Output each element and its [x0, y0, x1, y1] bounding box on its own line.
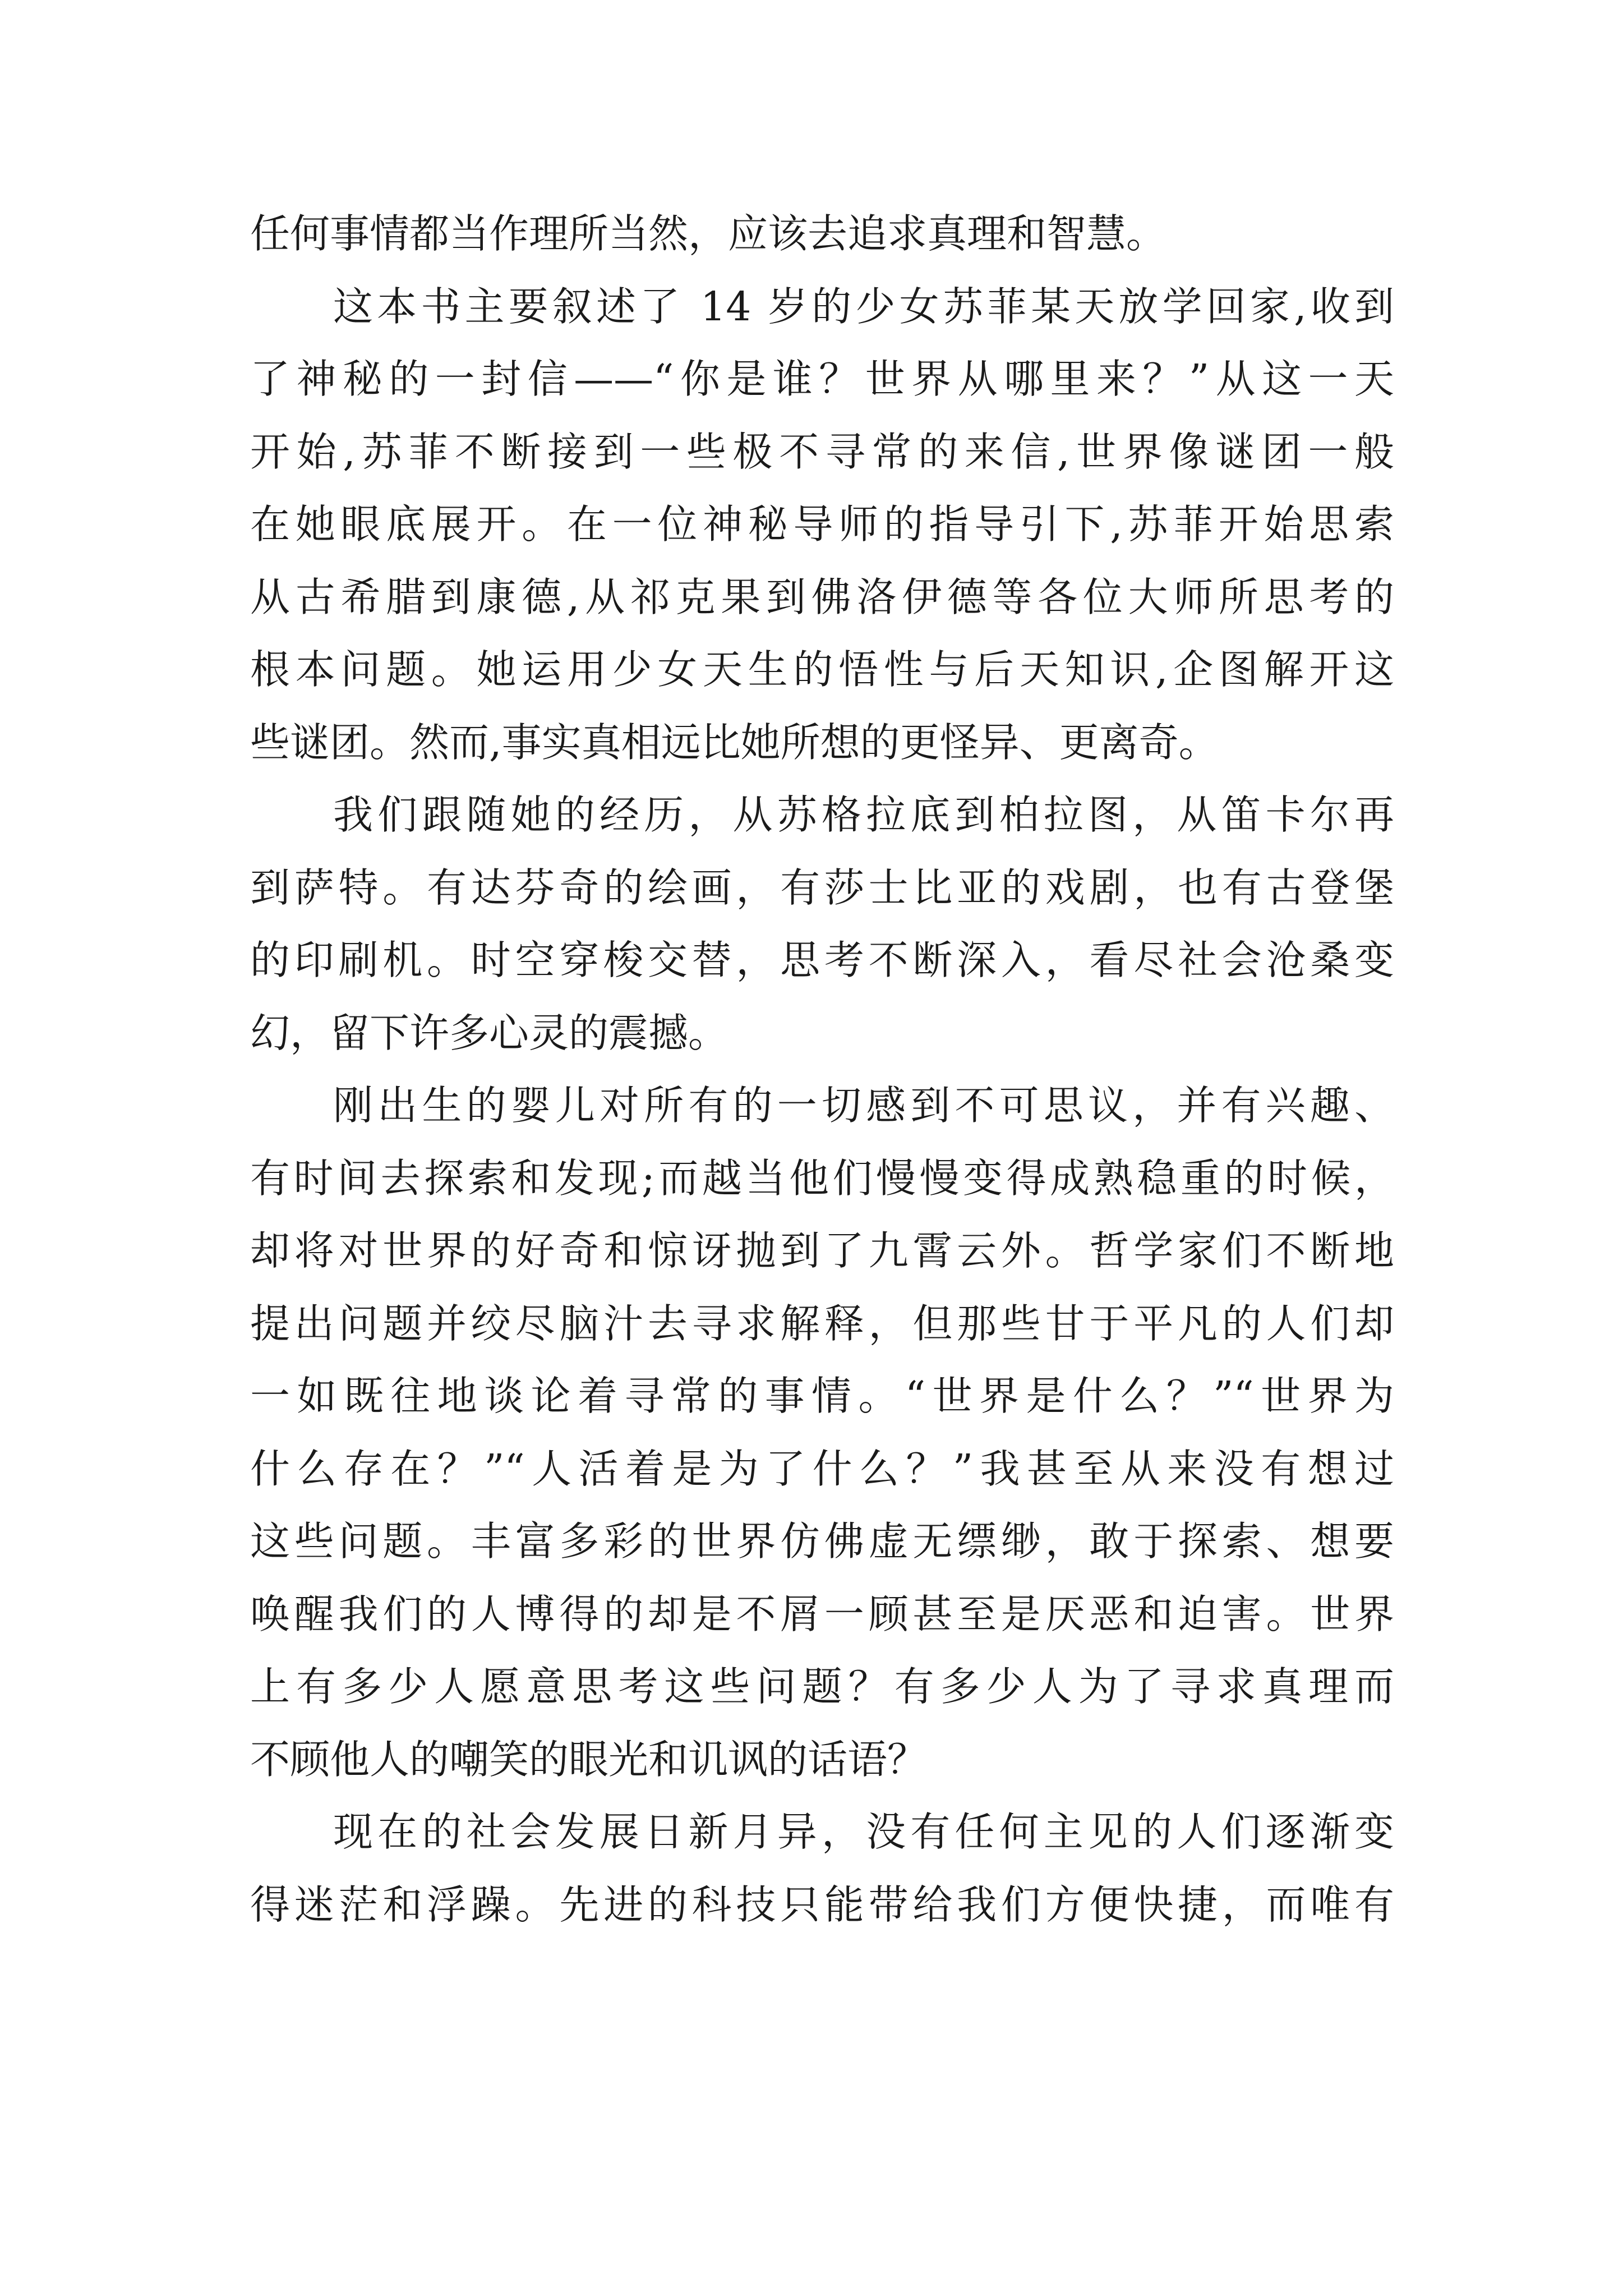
paragraph-2-line-4: 在她眼底展开。在一位神秘导师的指导引下,苏菲开始思索	[250, 501, 1394, 547]
paragraph-2-line-5: 从古希腊到康德,从祁克果到佛洛伊德等各位大师所思考的	[250, 573, 1394, 620]
paragraph-5-line-2: 得迷茫和浮躁。先进的科技只能带给我们方便快捷，而唯有	[250, 1881, 1394, 1928]
paragraph-4-line-4: 提出问题并绞尽脑汁去寻求解释，但那些甘于平凡的人们却	[250, 1300, 1394, 1347]
paragraph-2-line-6: 根本问题。她运用少女天生的悟性与后天知识,企图解开这	[250, 646, 1394, 693]
paragraph-3-line-2: 到萨特。有达芬奇的绘画，有莎士比亚的戏剧，也有古登堡	[250, 864, 1394, 911]
paragraph-4-line-7: 这些问题。丰富多彩的世界仿佛虚无缥缈，敢于探索、想要	[250, 1518, 1394, 1565]
paragraph-4-line-1: 刚出生的婴儿对所有的一切感到不可思议，并有兴趣、	[333, 1082, 1394, 1129]
paragraph-4-line-3: 却将对世界的好奇和惊讶抛到了九霄云外。哲学家们不断地	[250, 1227, 1394, 1274]
paragraph-4-line-8: 唤醒我们的人博得的却是不屑一顾甚至是厌恶和迫害。世界	[250, 1590, 1394, 1637]
paragraph-4-line-5: 一如既往地谈论着寻常的事情。“世界是什么？”“世界为	[250, 1373, 1394, 1419]
paragraph-2-line-2: 了神秘的一封信——“你是谁？世界从哪里来？”从这一天	[250, 356, 1394, 402]
paragraph-3-line-3: 的印刷机。时空穿梭交替，思考不断深入，看尽社会沧桑变	[250, 937, 1394, 983]
paragraph-1-line-1: 任何事情都当作理所当然，应该去追求真理和智慧。	[250, 210, 1166, 257]
paragraph-3-line-4: 幻，留下许多心灵的震撼。	[250, 1009, 728, 1056]
paragraph-2-line-3: 开始,苏菲不断接到一些极不寻常的来信,世界像谜团一般	[250, 428, 1394, 475]
paragraph-2-line-1: 这本书主要叙述了 14 岁的少女苏菲某天放学回家,收到	[333, 283, 1394, 330]
paragraph-4-line-2: 有时间去探索和发现;而越当他们慢慢变得成熟稳重的时候，	[250, 1154, 1394, 1202]
paragraph-4-line-10: 不顾他人的嘲笑的眼光和讥讽的话语？	[250, 1736, 928, 1783]
body-text	[250, 197, 1394, 1941]
paragraph-4-line-6: 什么存在？”“人活着是为了什么？”我甚至从来没有想过	[250, 1445, 1394, 1492]
paragraph-4-line-9: 上有多少人愿意思考这些问题？有多少人为了寻求真理而	[250, 1663, 1394, 1710]
paragraph-3-line-1: 我们跟随她的经历，从苏格拉底到柏拉图，从笛卡尔再	[333, 792, 1394, 838]
paragraph-5-line-1: 现在的社会发展日新月异，没有任何主见的人们逐渐变	[333, 1809, 1394, 1855]
paragraph-2-line-7: 些谜团。然而,事实真相远比她所想的更怪异、更离奇。	[250, 719, 1219, 766]
